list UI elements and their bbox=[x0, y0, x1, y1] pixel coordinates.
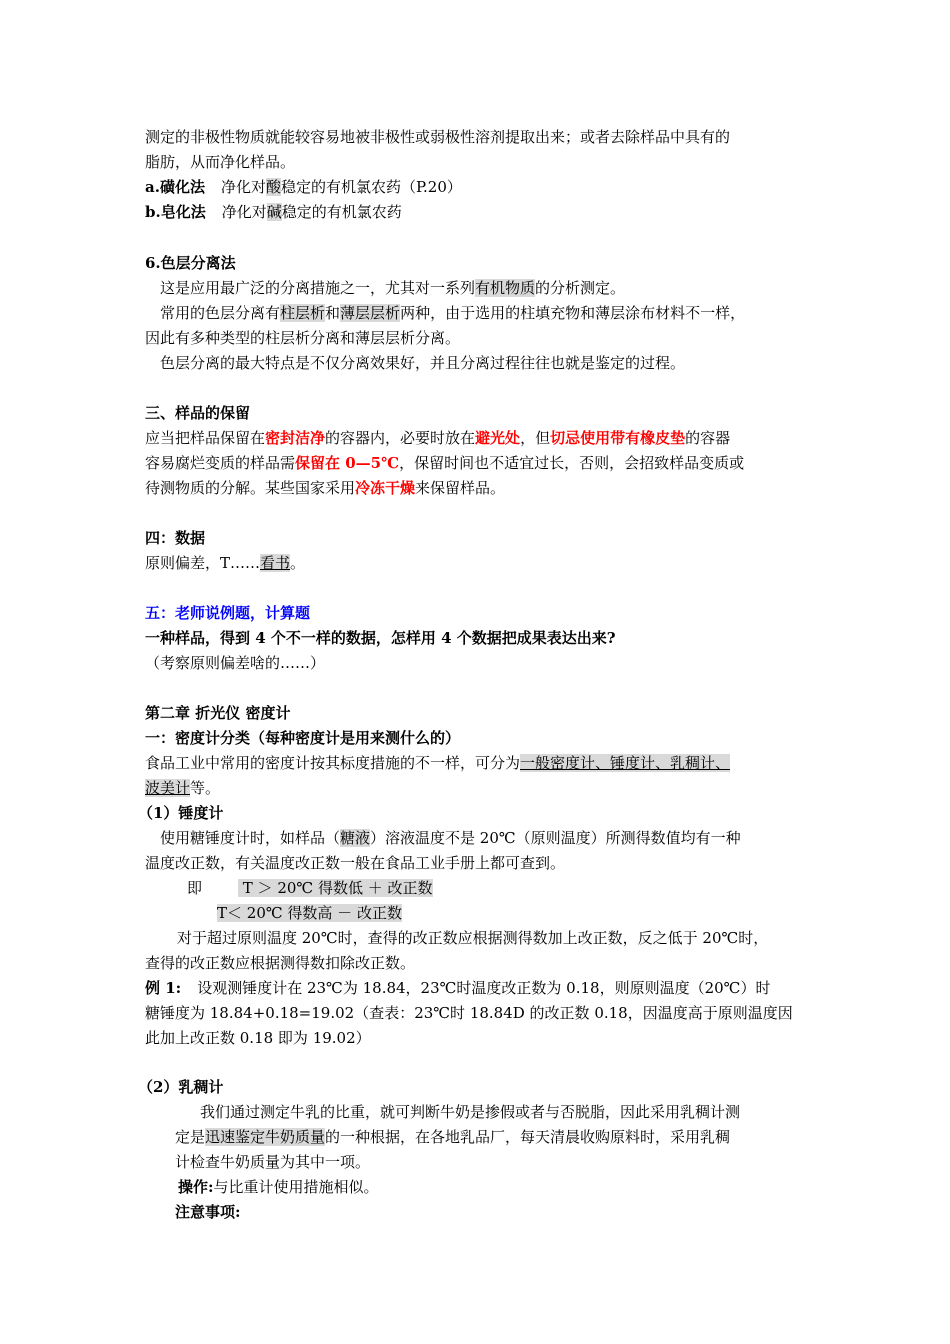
lactometer-line-3: 计检查牛奶质量为其中一项。 bbox=[175, 1153, 371, 1171]
method-a: a.磺化法 净化对酸稳定的有机氯农药（P.20） bbox=[145, 178, 462, 196]
see-book-link[interactable]: 看书 bbox=[260, 554, 291, 572]
method-b: b.皂化法 净化对碱稳定的有机氯农药 bbox=[145, 203, 402, 221]
examples-heading: 五：老师说例题，计算题 bbox=[145, 604, 311, 622]
chrom-para-4: 色层分离的最大特点是不仅分离效果好，并且分离过程往往也就是鉴定的过程。 bbox=[160, 354, 686, 372]
storage-line-3: 待测物质的分解。某些国家采用冷冻干燥来保留样品。 bbox=[145, 479, 506, 497]
chrom-para-1: 这是应用最广泛的分离措施之一，尤其对一系列有机物质的分析测定。 bbox=[160, 279, 626, 297]
chrom-para-2: 常用的色层分离有柱层析和薄层层析两种，由于选用的柱填充物和薄层涂布材料不一样， bbox=[160, 304, 746, 322]
examples-question: 一种样品，得到 4 个不一样的数据，怎样用 4 个数据把成果表达出来? bbox=[145, 629, 616, 647]
chrom-para-3: 因此有多种类型的柱层析分离和薄层层析分离。 bbox=[145, 329, 461, 347]
storage-line-2: 容易腐烂变质的样品需保留在 0—5℃，保留时间也不适宜过长，否则，会招致样品变质或 bbox=[145, 454, 745, 472]
rule-line-1: 即 T ＞ 20℃ 得数低 ＋ 改正数 bbox=[187, 879, 433, 897]
intro-line-1: 测定的非极性物质就能较容易地被非极性或弱极性溶剂提取出来；或者去除样品中具有的 bbox=[145, 128, 731, 146]
chapter2-subtitle-1: 一：密度计分类（每种密度计是用来测什么的） bbox=[145, 729, 461, 747]
lactometer-line-2: 定是迅速鉴定牛奶质量的一种根据，在各地乳品厂，每天清晨收购原料时，采用乳稠 bbox=[175, 1128, 731, 1146]
rule-line-2 bbox=[217, 903, 402, 923]
hydrometer-para-4: 查得的改正数应根据测得数扣除改正数。 bbox=[145, 954, 416, 972]
storage-line-1: 应当把样品保留在密封洁净的容器内，必要时放在避光处，但切忌使用带有橡皮垫的容器 bbox=[145, 429, 731, 447]
notes-heading: 注意事项: bbox=[175, 1203, 241, 1221]
data-heading: 四：数据 bbox=[145, 529, 206, 547]
densimeter-line-2: 波美计等。 bbox=[145, 779, 221, 797]
example-1-line-3: 此加上改正数 0.18 即为 19.02） bbox=[145, 1029, 371, 1047]
rule-above-20: T ＞ 20℃ 得数低 ＋ 改正数 bbox=[238, 879, 433, 897]
hydrometer-heading: （1）锤度计 bbox=[138, 804, 224, 822]
lactometer-line-1: 我们通过测定牛乳的比重，就可判断牛奶是掺假或者与否脱脂，因此采用乳稠计测 bbox=[200, 1103, 741, 1121]
lactometer-heading: （2）乳稠计 bbox=[138, 1078, 224, 1096]
rule-below-20: T＜ 20℃ 得数高 － 改正数 bbox=[217, 904, 402, 922]
chapter2-title: 第二章 折光仪 密度计 bbox=[145, 704, 291, 722]
hydrometer-para-2: 温度改正数，有关温度改正数一般在食品工业手册上都可查到。 bbox=[145, 854, 566, 872]
hydrometer-para-1: 使用糖锤度计时，如样品（糖液）溶液温度不是 20℃（原则温度）所测得数值均有一种 bbox=[160, 829, 741, 847]
data-line: 原则偏差，T……看书。 bbox=[145, 554, 306, 572]
example-1-line-1: 例 1: 设观测锤度计在 23℃为 18.84，23℃时温度改正数为 0.18，则原则温度（20℃）时 bbox=[145, 979, 771, 997]
storage-heading: 三、样品的保留 bbox=[145, 404, 251, 422]
hydrometer-para-3: 对于超过原则温度 20℃时，查得的改正数应根据测得数加上改正数，反之低于 20℃时， bbox=[177, 929, 769, 947]
examples-note: （考察原则偏差啥的……） bbox=[145, 654, 326, 672]
densimeter-line-1: 食品工业中常用的密度计按其标度措施的不一样，可分为一般密度计、锤度计、乳稠计、 bbox=[145, 754, 731, 772]
intro-line-2: 脂肪，从而净化样品。 bbox=[145, 153, 296, 171]
operation-line: 操作:与比重计使用措施相似。 bbox=[178, 1178, 379, 1196]
example-1-line-2: 糖锤度为 18.84+0.18=19.02（查表：23℃时 18.84D 的改正数 0.18，因温度高于原则温度因 bbox=[145, 1004, 793, 1022]
chrom-heading: 6.色层分离法 bbox=[145, 254, 236, 272]
